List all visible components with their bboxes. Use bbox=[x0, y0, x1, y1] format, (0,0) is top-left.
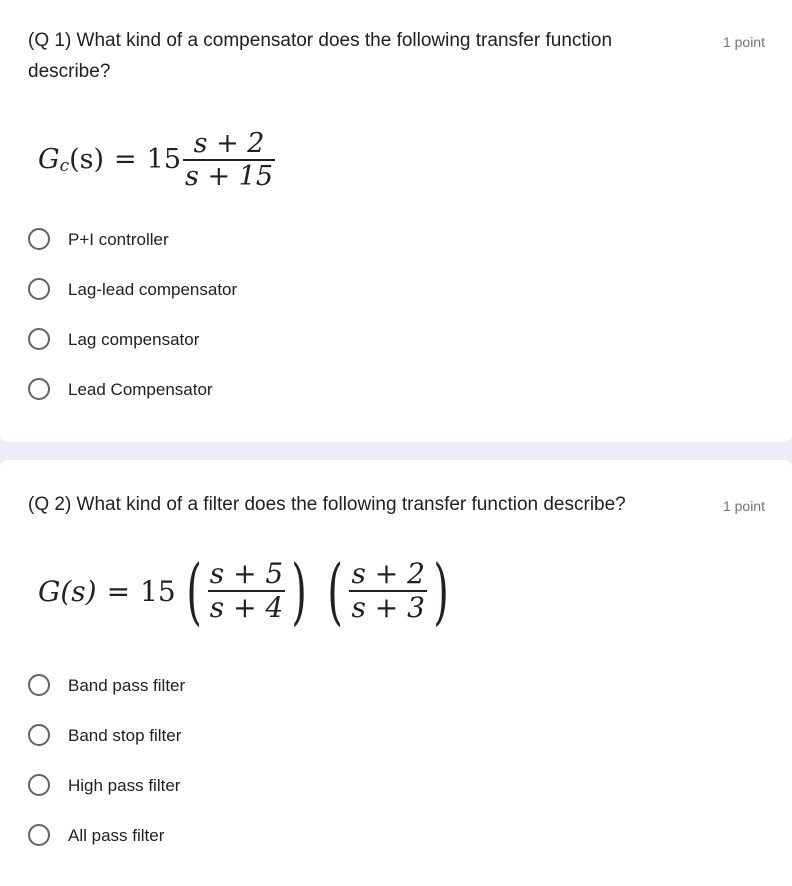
option-label[interactable]: High pass filter bbox=[68, 776, 181, 795]
option-label[interactable]: Band stop filter bbox=[68, 726, 182, 745]
eq2-gain: 15 bbox=[140, 574, 176, 608]
question-1-title: (Q 1) What kind of a compensator does the following transfer function describe? bbox=[28, 30, 613, 82]
question-2-title: (Q 2) What kind of a filter does the following transfer function describe? bbox=[28, 494, 626, 515]
left-paren-icon: ( bbox=[186, 549, 202, 633]
radio-button[interactable] bbox=[28, 228, 50, 250]
eq2-group-2 bbox=[321, 549, 455, 633]
left-paren-icon: ( bbox=[327, 549, 344, 633]
radio-button[interactable] bbox=[28, 674, 50, 696]
eq2-numerator-1: s + 5 bbox=[209, 557, 284, 591]
question-2-equation bbox=[38, 549, 459, 633]
question-card-2 bbox=[0, 460, 792, 886]
eq1-fraction bbox=[183, 128, 275, 192]
radio-button[interactable] bbox=[28, 378, 50, 400]
question-2-points: 1 point bbox=[722, 498, 765, 514]
eq2-group-1 bbox=[180, 549, 314, 633]
option-label[interactable]: Lag compensator bbox=[68, 330, 200, 349]
eq2-equals: = bbox=[106, 574, 131, 608]
eq2-numerator-2: s + 2 bbox=[351, 557, 425, 591]
radio-button[interactable] bbox=[28, 774, 50, 796]
eq1-denominator: s + 15 bbox=[185, 160, 274, 192]
question-1-points: 1 point bbox=[722, 34, 765, 50]
option-label[interactable]: Lag-lead compensator bbox=[68, 280, 238, 299]
option-label[interactable]: All pass filter bbox=[68, 826, 165, 845]
radio-button[interactable] bbox=[28, 824, 50, 846]
eq1-lhs-symbol: G bbox=[38, 144, 60, 176]
question-1-equation bbox=[38, 128, 275, 192]
right-paren-icon: ) bbox=[291, 549, 308, 633]
option-label[interactable]: P+I controller bbox=[68, 230, 169, 249]
eq2-denominator-2: s + 3 bbox=[351, 590, 425, 624]
radio-button[interactable] bbox=[28, 724, 50, 746]
eq2-lhs: G(s) bbox=[38, 574, 97, 608]
option-label[interactable]: Lead Compensator bbox=[68, 380, 213, 399]
option-label[interactable]: Band pass filter bbox=[68, 676, 186, 695]
right-paren-icon: ) bbox=[433, 549, 449, 633]
eq2-fraction-2 bbox=[349, 558, 426, 624]
eq1-equals: = bbox=[114, 144, 137, 176]
radio-button[interactable] bbox=[28, 328, 50, 350]
eq1-lhs-arg: (s) bbox=[69, 144, 105, 176]
radio-button[interactable] bbox=[28, 278, 50, 300]
eq1-gain: 15 bbox=[146, 144, 182, 176]
eq2-fraction-1 bbox=[208, 558, 285, 624]
question-card-1 bbox=[0, 0, 792, 442]
eq1-lhs-sub: c bbox=[59, 155, 70, 176]
eq1-numerator: s + 2 bbox=[193, 128, 265, 159]
eq2-denominator-1: s + 4 bbox=[209, 590, 284, 624]
